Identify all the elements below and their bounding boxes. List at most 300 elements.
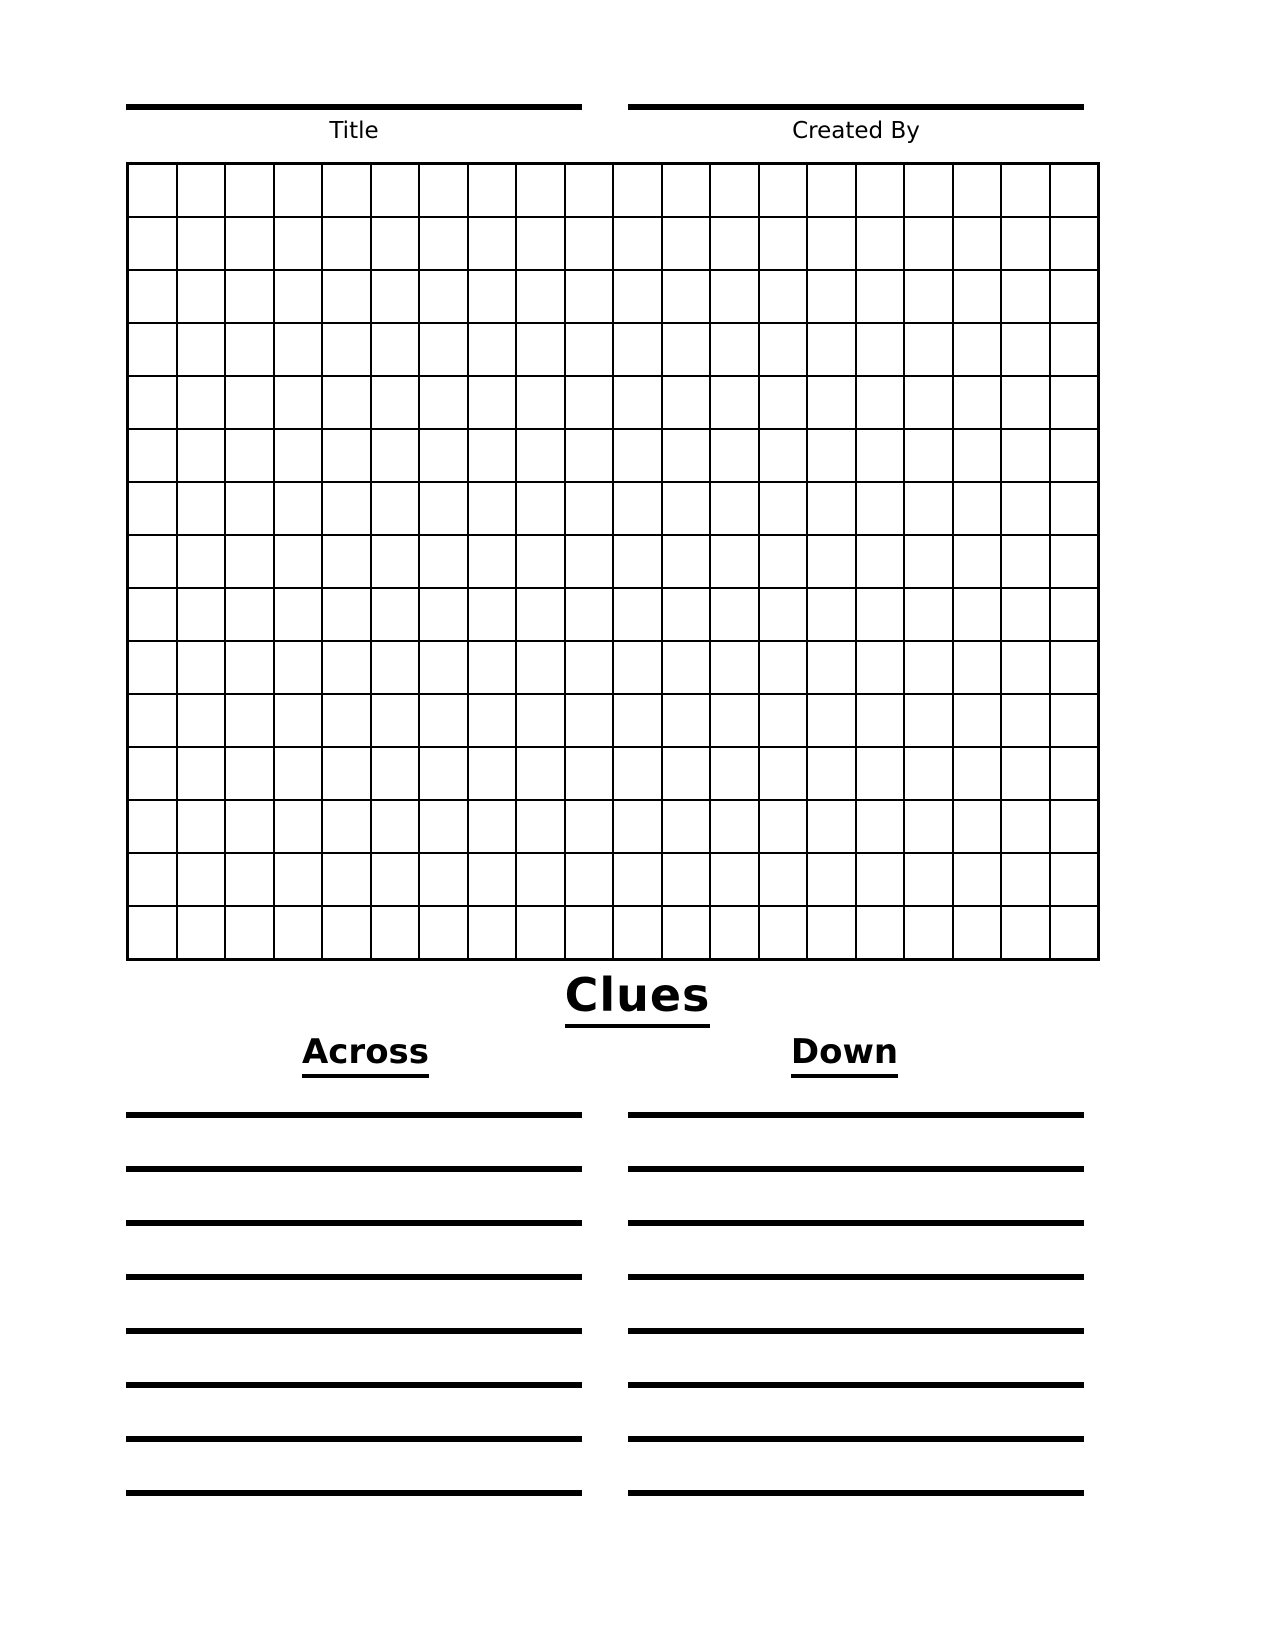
grid-cell[interactable]	[1001, 853, 1050, 906]
grid-cell[interactable]	[953, 164, 1002, 218]
grid-cell[interactable]	[759, 588, 808, 641]
grid-cell[interactable]	[710, 482, 759, 535]
grid-cell[interactable]	[128, 747, 177, 800]
grid-cell[interactable]	[516, 906, 565, 960]
grid-cell[interactable]	[371, 694, 420, 747]
grid-cell[interactable]	[953, 641, 1002, 694]
grid-cell[interactable]	[177, 641, 226, 694]
grid-cell[interactable]	[177, 588, 226, 641]
down-clue-line[interactable]	[628, 1166, 1084, 1172]
grid-cell[interactable]	[565, 588, 614, 641]
grid-cell[interactable]	[856, 323, 905, 376]
grid-cell[interactable]	[565, 906, 614, 960]
grid-cell[interactable]	[516, 588, 565, 641]
across-clue-line[interactable]	[126, 1436, 582, 1442]
grid-cell[interactable]	[856, 588, 905, 641]
across-clue-line[interactable]	[126, 1328, 582, 1334]
grid-cell[interactable]	[904, 800, 953, 853]
grid-cell[interactable]	[807, 217, 856, 270]
grid-cell[interactable]	[807, 694, 856, 747]
grid-cell[interactable]	[128, 323, 177, 376]
grid-cell[interactable]	[274, 217, 323, 270]
grid-cell[interactable]	[1001, 588, 1050, 641]
grid-cell[interactable]	[468, 429, 517, 482]
grid-cell[interactable]	[274, 323, 323, 376]
grid-cell[interactable]	[613, 323, 662, 376]
grid-cell[interactable]	[274, 535, 323, 588]
grid-cell[interactable]	[128, 641, 177, 694]
grid-cell[interactable]	[856, 641, 905, 694]
grid-cell[interactable]	[371, 217, 420, 270]
grid-cell[interactable]	[904, 164, 953, 218]
grid-cell[interactable]	[904, 641, 953, 694]
grid-cell[interactable]	[274, 164, 323, 218]
grid-cell[interactable]	[225, 482, 274, 535]
grid-cell[interactable]	[953, 270, 1002, 323]
title-write-line[interactable]	[126, 104, 582, 110]
grid-cell[interactable]	[953, 747, 1002, 800]
grid-cell[interactable]	[953, 694, 1002, 747]
grid-cell[interactable]	[322, 588, 371, 641]
grid-cell[interactable]	[807, 641, 856, 694]
grid-cell[interactable]	[759, 535, 808, 588]
grid-cell[interactable]	[419, 853, 468, 906]
grid-cell[interactable]	[710, 747, 759, 800]
grid-cell[interactable]	[177, 482, 226, 535]
grid-cell[interactable]	[856, 853, 905, 906]
down-clue-line[interactable]	[628, 1490, 1084, 1496]
grid-cell[interactable]	[710, 641, 759, 694]
grid-cell[interactable]	[953, 800, 1002, 853]
grid-cell[interactable]	[468, 270, 517, 323]
across-clue-line[interactable]	[126, 1166, 582, 1172]
grid-cell[interactable]	[128, 217, 177, 270]
grid-cell[interactable]	[953, 535, 1002, 588]
grid-cell[interactable]	[419, 217, 468, 270]
down-clue-line[interactable]	[628, 1274, 1084, 1280]
grid-cell[interactable]	[225, 429, 274, 482]
grid-cell[interactable]	[807, 164, 856, 218]
grid-cell[interactable]	[759, 270, 808, 323]
grid-cell[interactable]	[662, 906, 711, 960]
grid-cell[interactable]	[322, 747, 371, 800]
grid-cell[interactable]	[565, 800, 614, 853]
grid-cell[interactable]	[662, 853, 711, 906]
grid-cell[interactable]	[371, 800, 420, 853]
grid-cell[interactable]	[274, 376, 323, 429]
grid-cell[interactable]	[177, 270, 226, 323]
grid-cell[interactable]	[371, 164, 420, 218]
grid-cell[interactable]	[807, 906, 856, 960]
grid-cell[interactable]	[662, 588, 711, 641]
grid-cell[interactable]	[274, 482, 323, 535]
grid-cell[interactable]	[904, 694, 953, 747]
grid-cell[interactable]	[371, 482, 420, 535]
grid-cell[interactable]	[468, 217, 517, 270]
grid-cell[interactable]	[710, 270, 759, 323]
grid-cell[interactable]	[710, 376, 759, 429]
grid-cell[interactable]	[710, 323, 759, 376]
grid-cell[interactable]	[128, 588, 177, 641]
grid-cell[interactable]	[516, 853, 565, 906]
grid-cell[interactable]	[128, 270, 177, 323]
down-clue-line[interactable]	[628, 1382, 1084, 1388]
grid-cell[interactable]	[565, 164, 614, 218]
grid-cell[interactable]	[1050, 588, 1099, 641]
grid-cell[interactable]	[322, 217, 371, 270]
crossword-grid[interactable]	[126, 162, 1100, 961]
grid-cell[interactable]	[468, 853, 517, 906]
grid-cell[interactable]	[613, 588, 662, 641]
grid-cell[interactable]	[128, 164, 177, 218]
grid-cell[interactable]	[274, 270, 323, 323]
grid-cell[interactable]	[904, 535, 953, 588]
grid-cell[interactable]	[177, 906, 226, 960]
grid-cell[interactable]	[1050, 694, 1099, 747]
grid-cell[interactable]	[565, 694, 614, 747]
grid-cell[interactable]	[516, 482, 565, 535]
grid-cell[interactable]	[807, 323, 856, 376]
grid-cell[interactable]	[274, 429, 323, 482]
grid-cell[interactable]	[953, 376, 1002, 429]
grid-cell[interactable]	[613, 429, 662, 482]
grid-cell[interactable]	[1050, 906, 1099, 960]
grid-cell[interactable]	[662, 747, 711, 800]
grid-cell[interactable]	[904, 270, 953, 323]
grid-cell[interactable]	[419, 429, 468, 482]
grid-cell[interactable]	[177, 376, 226, 429]
grid-cell[interactable]	[274, 694, 323, 747]
grid-cell[interactable]	[613, 164, 662, 218]
grid-cell[interactable]	[759, 323, 808, 376]
grid-cell[interactable]	[565, 270, 614, 323]
grid-cell[interactable]	[516, 535, 565, 588]
grid-cell[interactable]	[856, 535, 905, 588]
grid-cell[interactable]	[904, 217, 953, 270]
grid-cell[interactable]	[953, 323, 1002, 376]
grid-cell[interactable]	[128, 906, 177, 960]
grid-cell[interactable]	[516, 323, 565, 376]
grid-cell[interactable]	[662, 376, 711, 429]
grid-cell[interactable]	[322, 694, 371, 747]
grid-cell[interactable]	[322, 906, 371, 960]
grid-cell[interactable]	[177, 323, 226, 376]
grid-cell[interactable]	[177, 535, 226, 588]
grid-cell[interactable]	[322, 535, 371, 588]
grid-cell[interactable]	[1050, 217, 1099, 270]
grid-cell[interactable]	[177, 164, 226, 218]
grid-cell[interactable]	[322, 641, 371, 694]
grid-cell[interactable]	[419, 800, 468, 853]
grid-cell[interactable]	[710, 164, 759, 218]
grid-cell[interactable]	[1001, 429, 1050, 482]
grid-cell[interactable]	[468, 906, 517, 960]
grid-cell[interactable]	[759, 694, 808, 747]
grid-cell[interactable]	[1050, 270, 1099, 323]
grid-cell[interactable]	[177, 800, 226, 853]
grid-cell[interactable]	[419, 588, 468, 641]
grid-cell[interactable]	[274, 906, 323, 960]
grid-cell[interactable]	[516, 641, 565, 694]
grid-cell[interactable]	[468, 694, 517, 747]
grid-cell[interactable]	[371, 376, 420, 429]
grid-cell[interactable]	[807, 482, 856, 535]
grid-cell[interactable]	[807, 429, 856, 482]
grid-cell[interactable]	[856, 429, 905, 482]
grid-cell[interactable]	[128, 535, 177, 588]
grid-cell[interactable]	[225, 217, 274, 270]
grid-cell[interactable]	[1001, 641, 1050, 694]
grid-cell[interactable]	[225, 853, 274, 906]
grid-cell[interactable]	[904, 429, 953, 482]
grid-cell[interactable]	[613, 694, 662, 747]
grid-cell[interactable]	[807, 747, 856, 800]
grid-cell[interactable]	[419, 323, 468, 376]
grid-cell[interactable]	[128, 694, 177, 747]
grid-cell[interactable]	[710, 429, 759, 482]
grid-cell[interactable]	[759, 482, 808, 535]
grid-cell[interactable]	[613, 482, 662, 535]
grid-cell[interactable]	[662, 323, 711, 376]
grid-cell[interactable]	[904, 323, 953, 376]
grid-cell[interactable]	[225, 588, 274, 641]
grid-cell[interactable]	[225, 535, 274, 588]
grid-cell[interactable]	[225, 906, 274, 960]
grid-cell[interactable]	[468, 641, 517, 694]
grid-cell[interactable]	[759, 429, 808, 482]
grid-cell[interactable]	[419, 535, 468, 588]
grid-cell[interactable]	[419, 641, 468, 694]
grid-cell[interactable]	[807, 800, 856, 853]
grid-cell[interactable]	[613, 641, 662, 694]
grid-cell[interactable]	[371, 323, 420, 376]
grid-cell[interactable]	[371, 747, 420, 800]
grid-cell[interactable]	[953, 429, 1002, 482]
grid-cell[interactable]	[225, 164, 274, 218]
grid-cell[interactable]	[1001, 217, 1050, 270]
grid-cell[interactable]	[516, 694, 565, 747]
grid-cell[interactable]	[1050, 853, 1099, 906]
down-clue-line[interactable]	[628, 1220, 1084, 1226]
grid-cell[interactable]	[1001, 906, 1050, 960]
grid-cell[interactable]	[1001, 482, 1050, 535]
grid-cell[interactable]	[1050, 482, 1099, 535]
grid-cell[interactable]	[856, 217, 905, 270]
grid-cell[interactable]	[662, 694, 711, 747]
grid-cell[interactable]	[274, 747, 323, 800]
grid-cell[interactable]	[177, 694, 226, 747]
grid-cell[interactable]	[322, 376, 371, 429]
grid-cell[interactable]	[953, 588, 1002, 641]
grid-cell[interactable]	[322, 800, 371, 853]
grid-cell[interactable]	[565, 323, 614, 376]
grid-cell[interactable]	[322, 270, 371, 323]
grid-cell[interactable]	[225, 323, 274, 376]
grid-cell[interactable]	[613, 270, 662, 323]
grid-cell[interactable]	[613, 747, 662, 800]
grid-cell[interactable]	[516, 800, 565, 853]
grid-cell[interactable]	[710, 535, 759, 588]
grid-cell[interactable]	[274, 588, 323, 641]
across-clue-line[interactable]	[126, 1112, 582, 1118]
down-lines-column[interactable]	[628, 1112, 1084, 1496]
down-clue-line[interactable]	[628, 1328, 1084, 1334]
grid-cell[interactable]	[807, 376, 856, 429]
grid-cell[interactable]	[759, 217, 808, 270]
grid-cell[interactable]	[516, 429, 565, 482]
grid-cell[interactable]	[662, 429, 711, 482]
grid-cell[interactable]	[565, 641, 614, 694]
grid-cell[interactable]	[516, 747, 565, 800]
grid-cell[interactable]	[807, 535, 856, 588]
grid-cell[interactable]	[904, 376, 953, 429]
grid-cell[interactable]	[371, 535, 420, 588]
created-by-field[interactable]	[628, 104, 1084, 144]
grid-cell[interactable]	[225, 747, 274, 800]
grid-cell[interactable]	[274, 853, 323, 906]
grid-cell[interactable]	[1050, 164, 1099, 218]
grid-cell[interactable]	[856, 747, 905, 800]
grid-cell[interactable]	[710, 217, 759, 270]
grid-cell[interactable]	[225, 376, 274, 429]
grid-cell[interactable]	[177, 217, 226, 270]
grid-cell[interactable]	[759, 800, 808, 853]
grid-cell[interactable]	[565, 747, 614, 800]
grid-cell[interactable]	[419, 270, 468, 323]
grid-cell[interactable]	[710, 588, 759, 641]
grid-cell[interactable]	[904, 588, 953, 641]
grid-cell[interactable]	[177, 747, 226, 800]
grid-cell[interactable]	[322, 323, 371, 376]
grid-cell[interactable]	[759, 164, 808, 218]
grid-cell[interactable]	[419, 747, 468, 800]
grid-cell[interactable]	[759, 641, 808, 694]
grid-cell[interactable]	[128, 853, 177, 906]
grid-cell[interactable]	[807, 270, 856, 323]
grid-cell[interactable]	[1001, 323, 1050, 376]
across-clue-line[interactable]	[126, 1382, 582, 1388]
grid-cell[interactable]	[371, 429, 420, 482]
grid-cell[interactable]	[565, 535, 614, 588]
created-by-write-line[interactable]	[628, 104, 1084, 110]
grid-cell[interactable]	[662, 641, 711, 694]
grid-cell[interactable]	[613, 800, 662, 853]
grid-cell[interactable]	[565, 482, 614, 535]
grid-cell[interactable]	[565, 853, 614, 906]
grid-cell[interactable]	[128, 800, 177, 853]
grid-cell[interactable]	[274, 800, 323, 853]
grid-cell[interactable]	[468, 323, 517, 376]
grid-cell[interactable]	[662, 800, 711, 853]
down-clue-line[interactable]	[628, 1112, 1084, 1118]
grid-cell[interactable]	[1050, 641, 1099, 694]
grid-cell[interactable]	[613, 535, 662, 588]
grid-cell[interactable]	[468, 535, 517, 588]
grid-cell[interactable]	[468, 482, 517, 535]
grid-cell[interactable]	[225, 694, 274, 747]
grid-cell[interactable]	[565, 376, 614, 429]
grid-cell[interactable]	[225, 641, 274, 694]
crossword-table[interactable]	[126, 162, 1100, 961]
grid-cell[interactable]	[468, 376, 517, 429]
grid-cell[interactable]	[856, 694, 905, 747]
grid-cell[interactable]	[516, 376, 565, 429]
grid-cell[interactable]	[371, 270, 420, 323]
grid-cell[interactable]	[1050, 376, 1099, 429]
grid-cell[interactable]	[468, 588, 517, 641]
grid-cell[interactable]	[419, 906, 468, 960]
grid-cell[interactable]	[613, 853, 662, 906]
grid-cell[interactable]	[419, 694, 468, 747]
grid-cell[interactable]	[807, 853, 856, 906]
grid-cell[interactable]	[1001, 747, 1050, 800]
grid-cell[interactable]	[128, 482, 177, 535]
grid-cell[interactable]	[662, 164, 711, 218]
grid-cell[interactable]	[856, 270, 905, 323]
grid-cell[interactable]	[565, 217, 614, 270]
grid-cell[interactable]	[516, 217, 565, 270]
grid-cell[interactable]	[710, 853, 759, 906]
grid-cell[interactable]	[1050, 747, 1099, 800]
grid-cell[interactable]	[904, 853, 953, 906]
grid-cell[interactable]	[759, 906, 808, 960]
grid-cell[interactable]	[565, 429, 614, 482]
grid-cell[interactable]	[1050, 429, 1099, 482]
across-lines-column[interactable]	[126, 1112, 582, 1496]
grid-cell[interactable]	[662, 535, 711, 588]
grid-cell[interactable]	[662, 217, 711, 270]
grid-cell[interactable]	[322, 482, 371, 535]
grid-cell[interactable]	[856, 906, 905, 960]
grid-cell[interactable]	[322, 429, 371, 482]
grid-cell[interactable]	[371, 641, 420, 694]
grid-cell[interactable]	[516, 270, 565, 323]
grid-cell[interactable]	[953, 906, 1002, 960]
grid-cell[interactable]	[710, 906, 759, 960]
grid-cell[interactable]	[856, 164, 905, 218]
grid-cell[interactable]	[225, 800, 274, 853]
grid-cell[interactable]	[128, 429, 177, 482]
grid-cell[interactable]	[1050, 535, 1099, 588]
grid-cell[interactable]	[613, 906, 662, 960]
grid-cell[interactable]	[759, 747, 808, 800]
grid-cell[interactable]	[856, 376, 905, 429]
grid-cell[interactable]	[953, 482, 1002, 535]
grid-cell[interactable]	[807, 588, 856, 641]
grid-cell[interactable]	[856, 482, 905, 535]
grid-cell[interactable]	[856, 800, 905, 853]
grid-cell[interactable]	[613, 376, 662, 429]
grid-cell[interactable]	[225, 270, 274, 323]
grid-cell[interactable]	[1001, 800, 1050, 853]
across-clue-line[interactable]	[126, 1490, 582, 1496]
grid-cell[interactable]	[419, 376, 468, 429]
grid-cell[interactable]	[1001, 376, 1050, 429]
grid-cell[interactable]	[710, 800, 759, 853]
grid-cell[interactable]	[468, 747, 517, 800]
grid-cell[interactable]	[662, 482, 711, 535]
title-field[interactable]	[126, 104, 582, 144]
grid-cell[interactable]	[904, 747, 953, 800]
grid-cell[interactable]	[1001, 270, 1050, 323]
grid-cell[interactable]	[371, 588, 420, 641]
grid-cell[interactable]	[1001, 694, 1050, 747]
grid-cell[interactable]	[419, 482, 468, 535]
grid-cell[interactable]	[904, 906, 953, 960]
across-clue-line[interactable]	[126, 1274, 582, 1280]
grid-cell[interactable]	[1050, 323, 1099, 376]
grid-cell[interactable]	[177, 429, 226, 482]
